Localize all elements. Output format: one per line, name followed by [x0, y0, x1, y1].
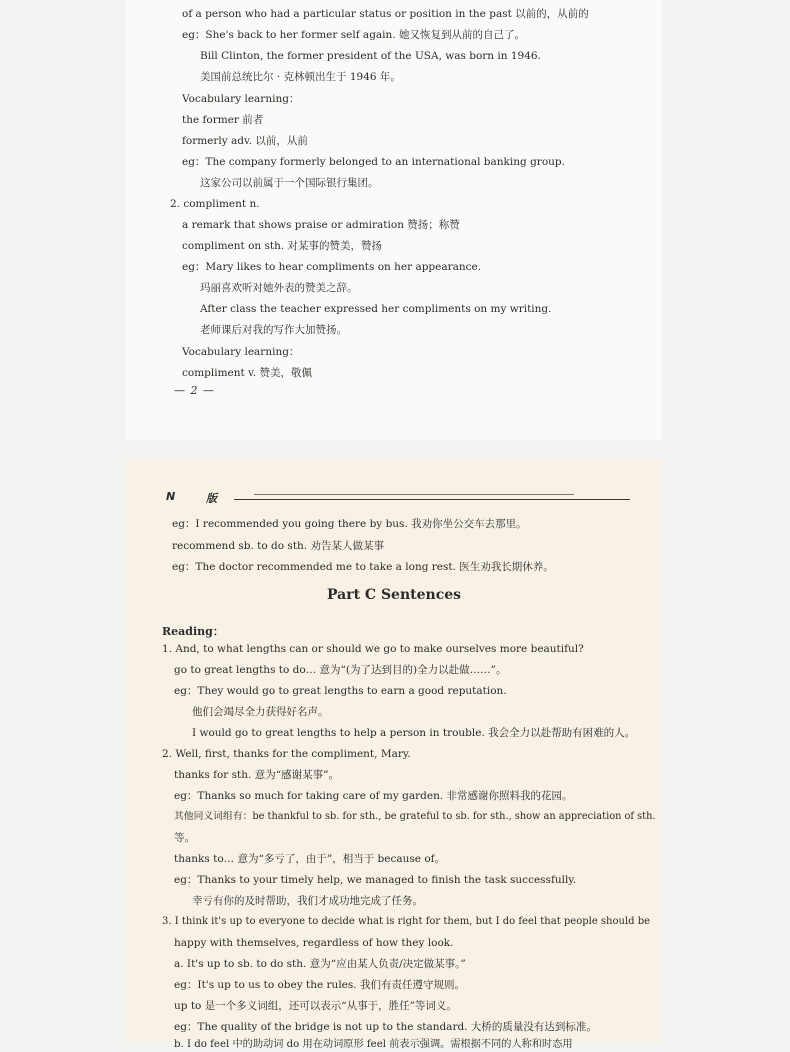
page-header [154, 490, 630, 504]
text-line: a remark that shows praise or admiration 赞扬；称赞 [182, 219, 460, 231]
text-line: formerly adv. 以前，从前 [182, 135, 308, 147]
text-line: 老师课后对我的写作大加赞扬。 [200, 324, 347, 336]
header-rule [254, 494, 574, 495]
text-line: After class the teacher expressed her compliments on my writing. [200, 303, 552, 315]
page-number: — 2 — [174, 384, 215, 397]
text-line: 等。 [174, 832, 195, 844]
text-line: compliment on sth. 对某事的赞美，赞扬 [182, 240, 383, 252]
text-line: eg：Mary likes to hear compliments on her appearance. [182, 261, 482, 273]
text-line: eg：She's back to her former self again. 她又恢复到从前的自己了。 [182, 29, 525, 41]
text-line: go to great lengths to do… 意为“(为了达到目的)全力以赴做……”。 [174, 664, 507, 676]
text-line: 2. Well, first, thanks for the compliment, Mary. [162, 748, 411, 760]
text-line: Bill Clinton, the former president of the USA, was born in 1946. [200, 50, 541, 62]
text-line: Vocabulary learning： [182, 93, 300, 105]
text-line: thanks for sth. 意为“感谢某事”。 [174, 769, 339, 781]
text-line: eg：It's up to us to obey the rules. 我们有责任遵守规则。 [174, 979, 465, 991]
text-line: 他们会竭尽全力获得好名声。 [192, 706, 329, 718]
section-label: Reading： [162, 625, 224, 638]
text-line: the former 前者 [182, 114, 264, 126]
text-line: eg：Thanks so much for taking care of my garden. 非常感谢你照料我的花园。 [174, 790, 573, 802]
text-line: of a person who had a particular status or position in the past 以前的，从前的 [182, 8, 589, 20]
text-line: up to 是一个多义词组，还可以表示“从事于，胜任”等词义。 [174, 1000, 457, 1012]
text-line: eg：Thanks to your timely help, we managed to finish the task successfully. [174, 874, 577, 886]
text-line: eg：They would go to great lengths to earn a good reputation. [174, 685, 507, 697]
text-line: 这家公司以前属于一个国际银行集团。 [200, 177, 379, 189]
section-title: Part C Sentences [326, 587, 462, 603]
text-line: 玛丽喜欢听对她外表的赞美之辞。 [200, 282, 358, 294]
text-line: eg：The quality of the bridge is not up to the standard. 大桥的质量没有达到标准。 [174, 1021, 597, 1033]
header-rule [234, 499, 630, 500]
text-line: Vocabulary learning： [182, 346, 300, 358]
text-line: b. I do feel 中的助动词 do 用在动词原形 feel 前表示强调。需根据不同的人称和时态用 [174, 1039, 573, 1050]
text-line: thanks to… 意为“多亏了，由于”，相当于 because of。 [174, 853, 446, 865]
text-line: eg：The company formerly belonged to an international banking group. [182, 156, 565, 168]
text-line: I would go to great lengths to help a person in trouble. 我会全力以赴帮助有困难的人。 [192, 727, 636, 739]
top-page [126, 0, 662, 440]
text-line: happy with themselves, regardless of how they look. [174, 937, 454, 949]
text-line: recommend sb. to do sth. 劝告某人做某事 [172, 540, 384, 552]
bottom-page [126, 460, 662, 1050]
text-line: 3. I think it's up to everyone to decide what is right for them, but I do feel that people should be [162, 916, 651, 927]
text-line: 美国前总统比尔 · 克林顿出生于 1946 年。 [200, 71, 401, 83]
text-line: 幸亏有你的及时帮助，我们才成功地完成了任务。 [192, 895, 423, 907]
header-logo-char: 版 [206, 492, 217, 505]
text-line: 2. compliment n. [170, 198, 260, 210]
text-line: 1. And, to what lengths can or should we go to make ourselves more beautiful? [162, 643, 584, 655]
text-line: a. It's up to sb. to do sth. 意为“应由某人负责/决定做某事。” [174, 958, 466, 970]
text-line: 其他同义词组有：be thankful to sb. for sth., be grateful to sb. for sth., show an appreciation of sth. [174, 811, 656, 822]
text-line: eg：I recommended you going there by bus. 我劝你坐公交车去那里。 [172, 518, 527, 530]
header-logo: N [166, 490, 176, 503]
text-line: eg：The doctor recommended me to take a long rest. 医生劝我长期休养。 [172, 561, 554, 573]
text-line: compliment v. 赞美，敬佩 [182, 367, 312, 379]
